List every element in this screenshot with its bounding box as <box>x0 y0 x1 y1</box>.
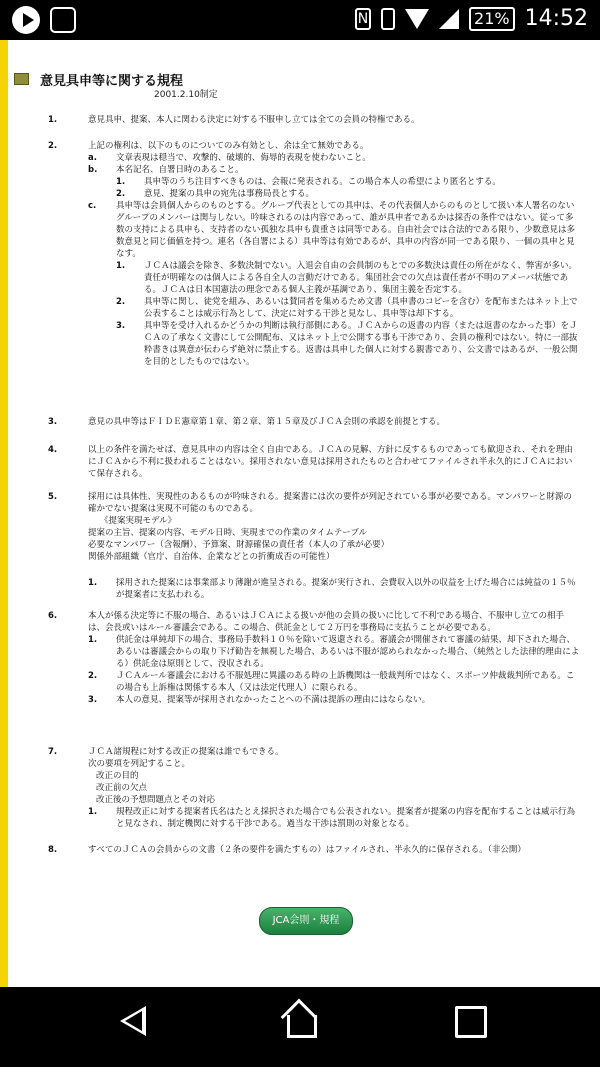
section-6 <box>48 610 580 706</box>
jca-rules-button[interactable]: JCA会則・規程 <box>259 907 353 935</box>
app-notification-icon <box>50 7 76 33</box>
section-text: 意見具申、提案、本人に関わる決定に対する不服申し立ては全ての会員の特権である。 <box>88 115 420 125</box>
item-b: b. 本名記名、自署日時のあること。 <box>88 165 244 175</box>
section-text: すべてのＪＣＡの会員からの文書（２条の要件を満たすもの）はファイルされ、半永久的に保存される。（非公開） <box>88 845 526 855</box>
section-number: 7. <box>48 747 58 757</box>
section-number: 5. <box>48 492 58 502</box>
back-icon[interactable] <box>120 1006 146 1036</box>
left-accent-bar <box>0 40 8 987</box>
section-text: 以上の条件を満たせば、意見具申の内容は全く自由である。ＪＣＡの見解、方針に反するものであっても歓迎され、それを理由にＪＣＡから不利に扱われることはない。採用されない意見は採用されたものと合わせてファイルされ半永久的にＪＣＡにおいて保存される。 <box>88 445 573 479</box>
recents-icon[interactable] <box>455 1006 487 1038</box>
section-text: 本人が係る決定等に不服の場合、あるいはＪＣＡによる扱いが他の会員の扱いに比して不利である場合、不服申し立ての相手は、会長或いはルール審議会である。この場合、供託金として２万円を事務局に支払うことが必要である。 <box>88 611 565 633</box>
play-icon <box>12 6 40 34</box>
vibrate-icon <box>381 8 395 30</box>
section-text: 意見の具申等はＦＩＤＥ憲章第１章、第２章、第１５章及びＪＣＡ会則の承認を前提とする。 <box>88 417 446 427</box>
requirement-line: 提案の主旨、提案の内容、モデル日時、実現までの作業のタイムテーブル <box>88 528 367 538</box>
item-b-2: 2. 意見、提案の具申の宛先は事務局長とする。 <box>116 189 315 199</box>
item-6-3: 3. 本人の意見、提案等が採用されなかったことへの不満は提訴の理由にはならない。 <box>88 695 431 705</box>
section-number: 2. <box>48 141 58 151</box>
item-5-1: 1. 採用された提案には事業部より薄謝が進呈される。提案が実行され、会費収入以外の収益を上げた場合には純益の１５％が提案者に支払われる。 <box>88 578 576 600</box>
section-4 <box>48 444 580 480</box>
item-b-1: 1. 具申等のうち注目すべきものは、会報に発表される。この場合本人の希望により匿名とする。 <box>116 177 501 187</box>
status-bar <box>0 0 600 40</box>
model-heading: 《提案実現モデル》 <box>100 516 177 526</box>
navigation-bar <box>0 987 600 1067</box>
enactment-date: 2001.2.10制定 <box>154 90 218 100</box>
section-number: 1. <box>48 115 58 125</box>
item-c-1: 1. ＪＣＡは議会を除き、多数決制でない。入退会自由の会員制のもとでの多数決は責任の所在がなく、弊害が多い。責任が明確なのは個人による各自全人の言動だけである。集団社会での欠点は責任者が不明のアメーバ状態である。ＪＣＡは日本国憲法の理念である個人主義が基調であり、集団主義を否定する。 <box>116 261 577 295</box>
title-bullet-icon <box>14 73 29 85</box>
item-6-2: 2. ＪＣＡルール審議会における不服処理に異議のある時の上訴機関は一般裁判所ではなく、スポーツ仲裁裁判所である。この場合も上訴権は関係する本人（又は法定代理人）に限られる。 <box>88 671 575 693</box>
section-text: ＪＣＡ諸規程に対する改正の提案は誰でもできる。 <box>88 747 284 757</box>
requirement-line: 改正前の欠点 <box>96 783 148 793</box>
section-7 <box>48 746 580 830</box>
home-icon[interactable] <box>283 1003 317 1037</box>
requirement-line: 関係外部組織（官庁、自治体、企業などとの折衝成否の可能性） <box>88 552 335 562</box>
wifi-icon <box>405 9 429 29</box>
section-number: 3. <box>48 417 58 427</box>
nfc-icon: N <box>355 8 371 30</box>
document-page[interactable] <box>0 40 600 987</box>
item-c: c. 具申等は会員個人からのものとする。グループ代表としての具申は、その代表個人からのものとして扱い本人署名のないグループのメンバーは関与しない。吟味されるのは内容であって、誰が具申者であるかは採否の条件ではない。従って多数の支持による具申も、支持者のない孤独な具申も貴重さは同等である。自由社会では合法的である限り、少数意見は多数意見と同じ価値を持つ。連名（各自署による）具申等は有効であるが、具申の内容が同一である限り、一個の具申と見なす。 <box>88 201 576 259</box>
battery-indicator: 21% <box>469 7 515 31</box>
page-title: 意見具申等に関する規程 <box>40 74 184 89</box>
section-text: 採用には具体性、実現性のあるものが吟味される。提案書には次の要件が列記されている事が必要である。マンパワーと財源の確かでない提案は実現不可能のものである。 <box>88 492 572 514</box>
requirement-line: 改正後の予想問題点とその対応 <box>96 795 216 805</box>
signal-icon <box>439 9 459 29</box>
section-3 <box>48 416 580 428</box>
item-7-1: 1. 規程改正に対する提案者氏名はたとえ採択された場合でも公表されない。提案者が提案の内容を配布することは威示行為と見なされ、制定機関に対する干渉である。過当な干渉は罰則の対象となる。 <box>88 807 576 829</box>
item-c-2: 2. 具申等に関し、徒党を組み、あるいは賛同者を集めるため文書（具申書のコピーを含む）を配布またはネット上で公表することは威示行為として、決定に対する干渉と見なし、具申等は却下する。 <box>116 297 578 319</box>
section-text: 上記の権利は、以下のものについてのみ有効とし、余は全て無効である。 <box>88 141 369 151</box>
section-1 <box>48 114 580 126</box>
section-5 <box>48 491 580 601</box>
requirement-line: 必要なマンパワー（含報酬）、予算案、財源確保の責任者（本人の了承が必要） <box>88 540 390 550</box>
item-c-3: 3. 具申等を受け入れるかどうかの判断は執行部側にある。ＪＣＡからの返書の内容（または返書のなかった事）をＪＣＡの了承なく文書にして公開配布、又はネット上で公開する事も干渉であり、会員の権利ではない。特に一部抜粋書きは異意が伝わらず絶対に禁止する。返書は具申した個人に対する親書であり、公文書ではあるが、一般公開を目的としたものではない。 <box>116 321 578 367</box>
section-number: 4. <box>48 445 58 455</box>
requirement-line: 改正の目的 <box>96 771 139 781</box>
item-6-1: 1. 供託金は単純却下の場合、事務局手数料１０％を除いて返還される。審議会が開催されて審議の結果、却下された場合、あるいは審議会からの取り下げ勧告を無視した場合、あるいは不服が認められなかった場合、（純然とした法律的理由による）供託金は原則として、没収される。 <box>88 635 580 669</box>
clock: 14:52 <box>524 6 588 31</box>
item-a: a. 文章表現は穏当で、攻撃的、破壊的、侮辱的表現を使わないこと。 <box>88 153 371 163</box>
section-number: 8. <box>48 845 58 855</box>
section-number: 6. <box>48 611 58 621</box>
section-8 <box>48 844 580 856</box>
requirement-line: 次の要項を列記すること。 <box>88 759 191 769</box>
section-2 <box>48 140 580 368</box>
